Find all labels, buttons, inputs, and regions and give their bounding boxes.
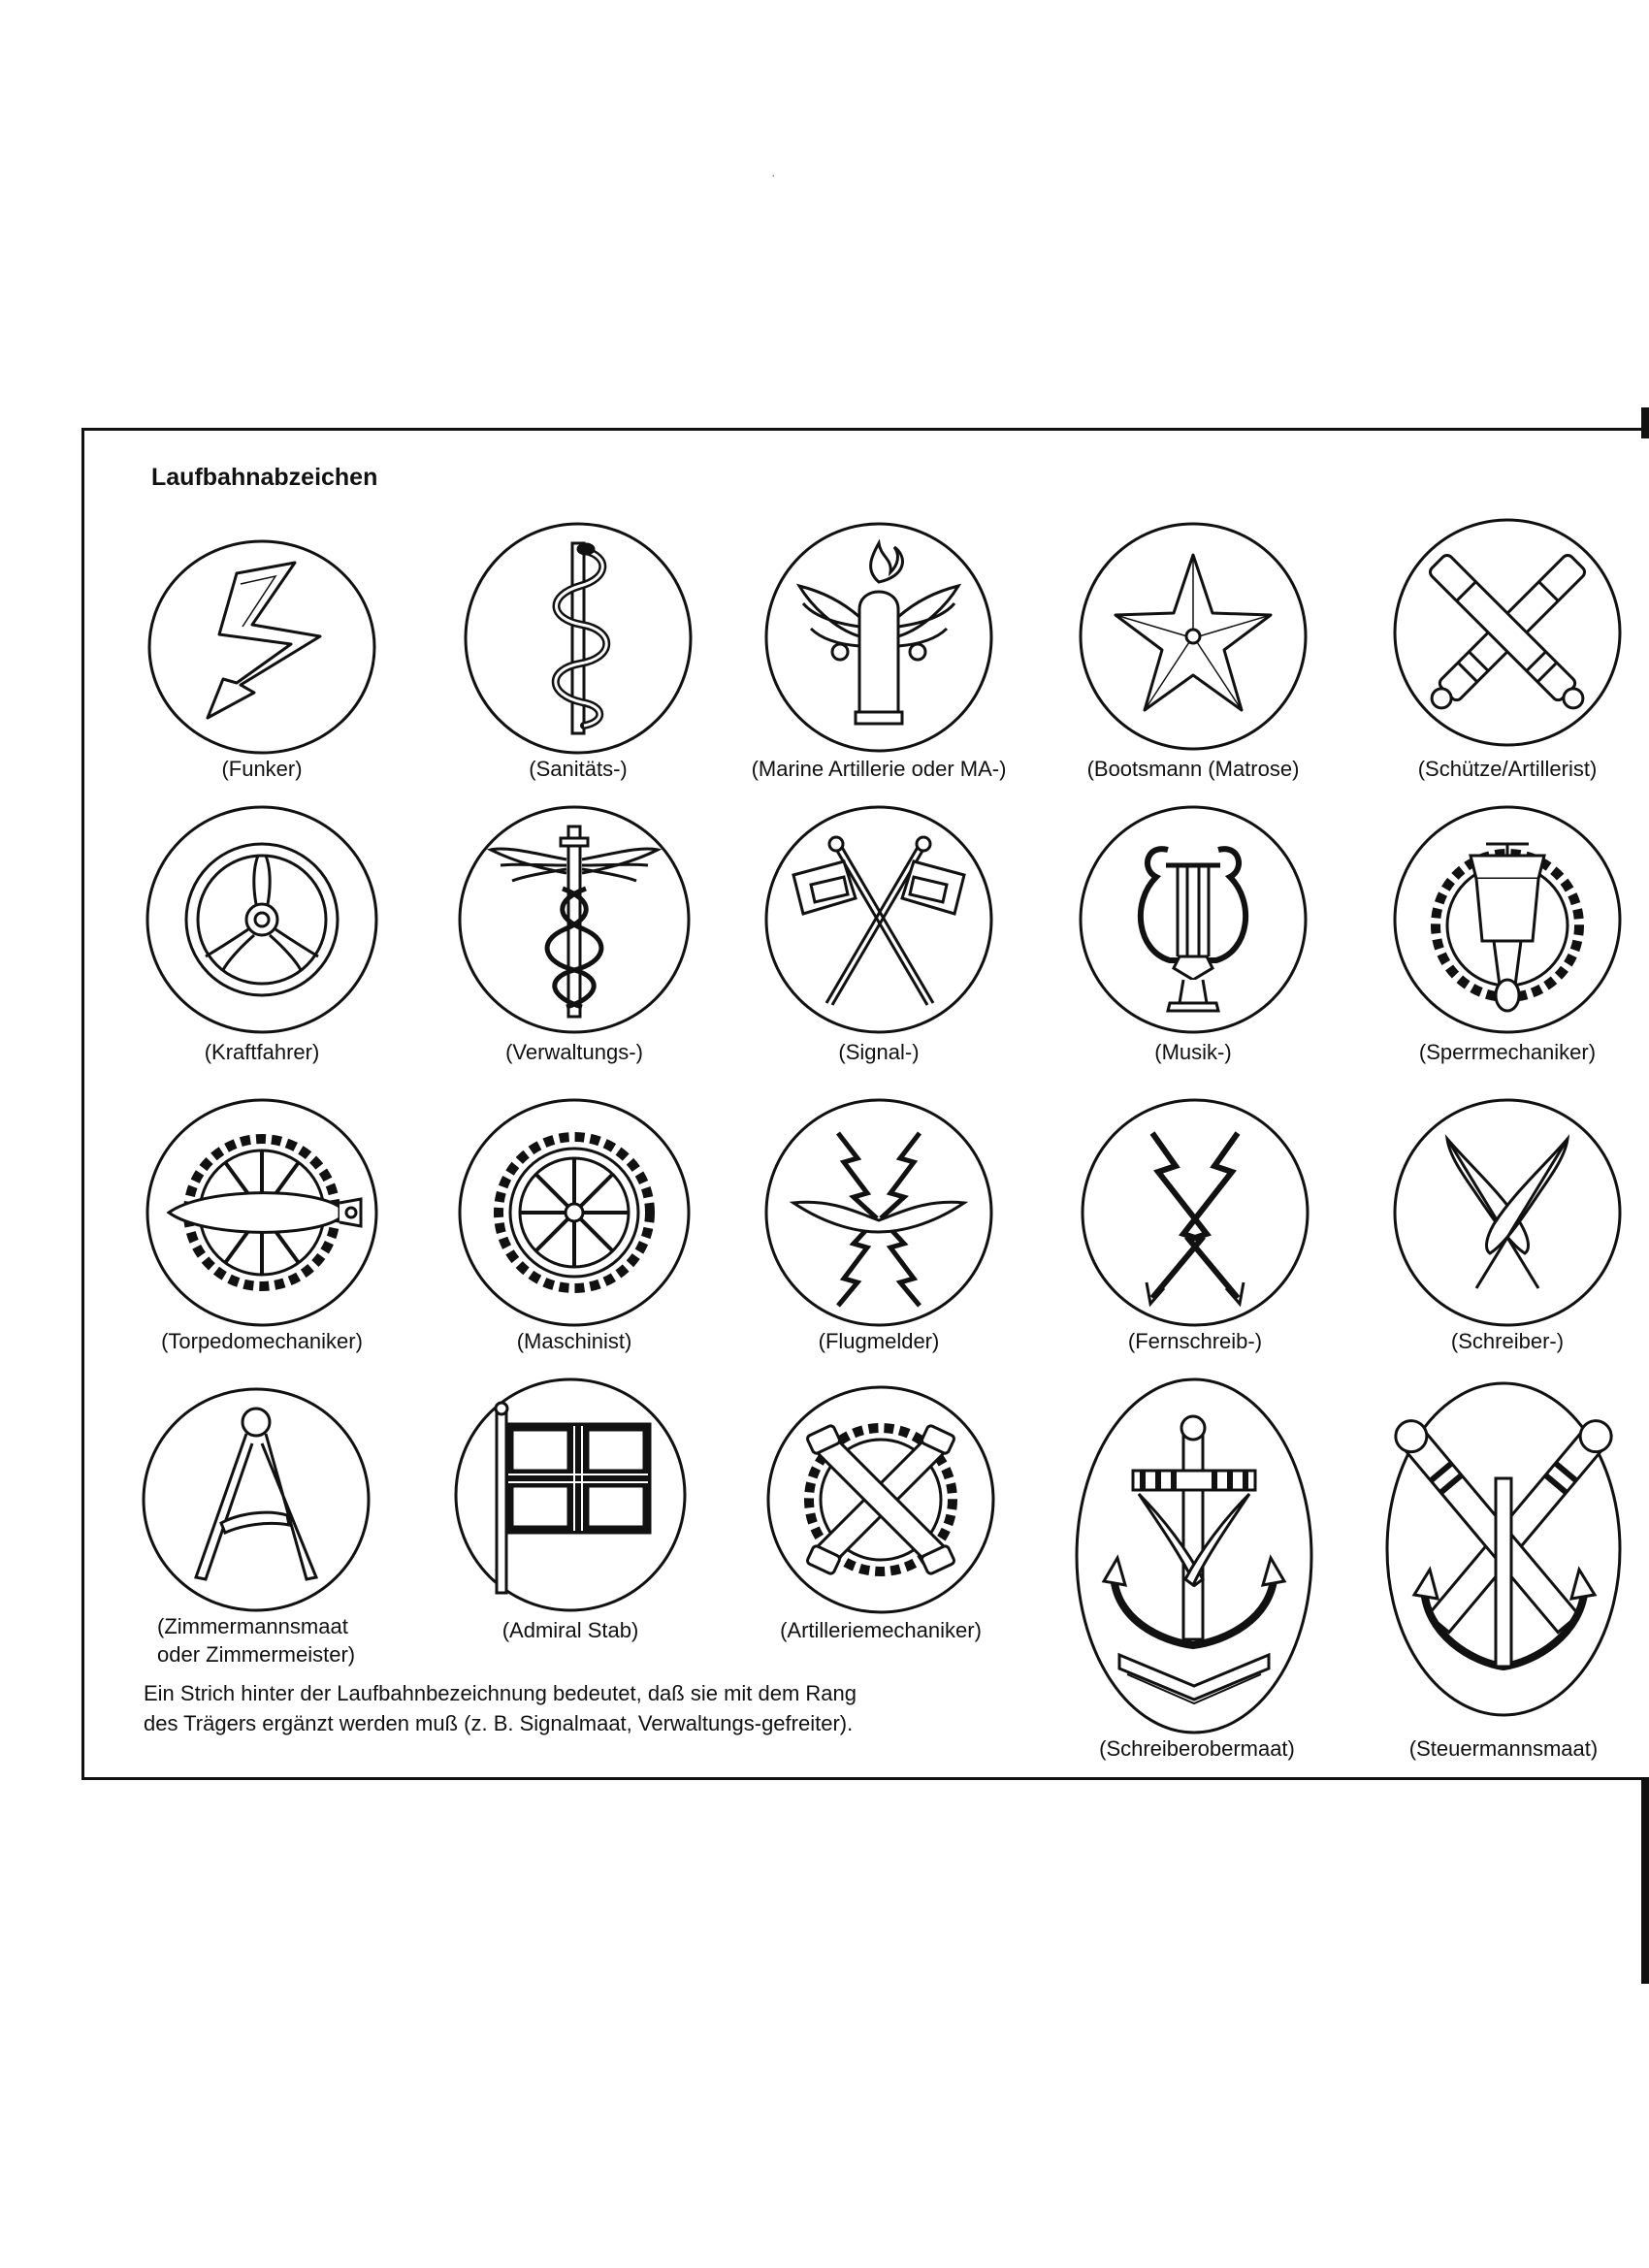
crossed-lightning-icon [1081,1098,1310,1327]
wings-lightning-icon [764,1098,993,1327]
lightning-bolt-icon [147,539,376,755]
badge-caption: (Admiral Stab) [501,1618,639,1642]
badge-caption: (Schütze/Artillerist) [1417,757,1598,781]
staff-of-asclepius-icon [464,522,693,755]
badge-caption: (Flugmelder) [818,1329,940,1353]
badge-caption: (Sperrmechaniker) [1418,1040,1597,1064]
badge-caption: (Musik-) [1154,1040,1232,1064]
star-icon [1079,522,1308,751]
badge-caption: (Kraftfahrer) [204,1040,320,1064]
badge-caption: (Verwaltungs-) [505,1040,643,1064]
badge-caption: (Funker) [221,757,303,781]
compass-divider-icon [142,1387,371,1612]
anchor-crossed-cannons-icon [1385,1381,1622,1717]
caduceus-icon [458,805,691,1034]
scan-speck: · [771,167,776,182]
crossed-cannons-icon [1393,518,1622,747]
badge-caption: (Sanitäts-) [529,757,628,781]
winged-shell-flame-icon [764,522,993,753]
scan-edge-mark [1641,1780,1649,1984]
badge-caption: (Schreiber-) [1450,1329,1565,1353]
badge-caption [157,1612,409,1669]
crossed-quills-icon [1393,1098,1622,1327]
badge-caption: (Steuermannsmaat) [1408,1736,1599,1761]
badge-caption: (Bootsmann (Matrose) [1086,757,1300,781]
cross-flag-icon [454,1377,687,1612]
gear-wheel-icon [458,1098,691,1327]
torpedo-gear-icon [146,1098,378,1327]
gear-crossed-cannons-icon [766,1385,995,1614]
badge-caption: (Fernschreib-) [1127,1329,1263,1353]
badge-caption-text: (Zimmermannsmaat oder Zimmermeister) [157,1614,356,1667]
crossed-signal-flags-icon [764,805,993,1034]
steering-wheel-icon [146,805,378,1034]
badge-caption: (Artilleriemechaniker) [780,1618,982,1642]
badge-caption: (Schreiberobermaat) [1099,1736,1295,1761]
anchor-quills-chevron-icon [1075,1377,1313,1738]
badge-caption: (Maschinist) [516,1329,632,1353]
lyre-icon [1079,805,1308,1034]
scan-edge-mark [1641,407,1649,438]
footnote: Ein Strich hinter der Laufbahnbezeichnung bedeutet, daß sie mit dem Rang des Trägers ergänzt werden muß (z. B. Signalmaat, Verwaltungs-gefreiter). [144,1681,857,1735]
mine-gear-icon [1393,805,1622,1034]
page-title: Laufbahnabzeichen [151,464,378,491]
badge-caption: (Marine Artillerie oder MA-) [751,757,1007,781]
badge-caption: (Torpedomechaniker) [161,1329,363,1353]
badge-caption: (Signal-) [838,1040,920,1064]
